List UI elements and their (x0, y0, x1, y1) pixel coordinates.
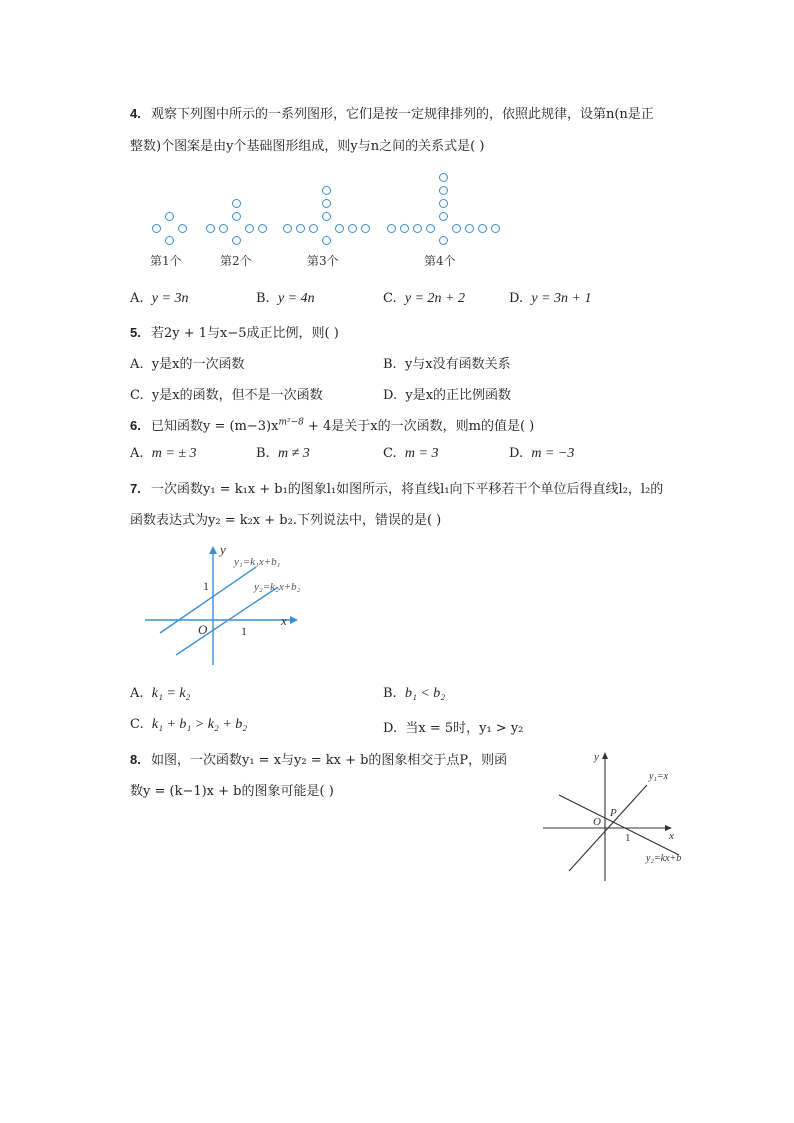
q8-tick-x: 1 (625, 832, 631, 844)
pattern-circle (439, 199, 448, 208)
q4-number: 4. (130, 106, 141, 121)
q8-point-label: P (610, 807, 617, 819)
q8-y-label: y (594, 751, 599, 763)
q4-pattern-figure (0, 0, 794, 280)
q4-option-a[interactable]: A. y = 3n (130, 291, 189, 306)
q8-graph (535, 745, 700, 885)
pattern-circle (206, 224, 215, 233)
q7-option-c[interactable]: C. k₁ + b₁ > k₂ + b₂ (130, 717, 248, 732)
pattern-caption: 第3个 (307, 254, 339, 268)
pattern-circle (232, 212, 241, 221)
pattern-circle (232, 199, 241, 208)
pattern-circle (309, 224, 318, 233)
pattern-circle (348, 224, 357, 233)
pattern-circle (439, 212, 448, 221)
q7-option-b[interactable]: B. b₁ < b₂ (383, 686, 446, 701)
q7-number: 7. (130, 481, 141, 496)
q7-tick-x: 1 (241, 624, 247, 638)
q4-option-d[interactable]: D. y = 3n + 1 (509, 291, 592, 306)
q7-y-arrow (209, 546, 217, 554)
q7-option-d[interactable]: D. 当x = 5时，y₁ > y₂ (383, 721, 524, 736)
q6-option-d[interactable]: D. m = −3 (509, 446, 575, 461)
q8-line1: 8. 如图，一次函数y₁ = x与y₂ = kx + b的图象相交于点P，则函 (130, 752, 508, 768)
pattern-circle (152, 224, 161, 233)
pattern-circle (426, 224, 435, 233)
pattern-caption: 第4个 (424, 254, 456, 268)
q5-option-d[interactable]: D. y是x的正比例函数 (383, 388, 512, 403)
q7-l2-label: y₂=k₂x+b₂ (254, 581, 301, 593)
q4-line2: 整数)个图案是由y个基础图形组成，则y与n之间的关系式是( ) (130, 139, 485, 154)
q5-number: 5. (130, 325, 141, 340)
q8-origin-label: O (593, 816, 601, 828)
pattern-caption: 第1个 (150, 254, 182, 268)
q6-stem: 6. 已知函数$y = (m-3)x^{m^2-8} + 4$是关于x的一次函数，则m的值是( ) (130, 417, 535, 434)
q6-number: 6. (130, 418, 141, 433)
q5-option-a[interactable]: A. y是x的一次函数 (130, 357, 245, 372)
pattern-caption: 第2个 (220, 254, 252, 268)
pattern-circle (219, 224, 228, 233)
q6-option-b[interactable]: B. m ≠ 3 (256, 446, 310, 461)
pattern-circle (335, 224, 344, 233)
pattern-circle (439, 186, 448, 195)
q8-l2-label: y₂=kx+b (646, 853, 682, 864)
pattern-circle (478, 224, 487, 233)
pattern-circle (322, 199, 331, 208)
q8-l1-label: y₁=x (649, 771, 669, 782)
q7-origin-label: O (198, 622, 208, 637)
q7-tick-y: 1 (203, 579, 209, 593)
pattern-circle (322, 212, 331, 221)
pattern-circle (232, 236, 241, 245)
q7-graph (140, 540, 330, 670)
q4-line1: 4. 观察下列图中所示的一系列图形，它们是按一定规律排列的，依照此规律，设第n(n是正 (130, 106, 654, 122)
pattern-circle (491, 224, 500, 233)
q6-option-a[interactable]: A. m = ± 3 (130, 446, 197, 461)
q5-option-c[interactable]: C. y是x的函数，但不是一次函数 (130, 388, 323, 403)
pattern-circle (361, 224, 370, 233)
q8-y-arrow (602, 752, 608, 759)
pattern-circle (322, 236, 331, 245)
q7-x-label: x (281, 613, 287, 628)
pattern-circle (283, 224, 292, 233)
pattern-circle (387, 224, 396, 233)
pattern-circle (258, 224, 267, 233)
q4-option-b[interactable]: B. y = 4n (256, 291, 315, 306)
q7-line2: 函数表达式为y₂ = k₂x + b₂.下列说法中，错误的是( ) (130, 513, 442, 528)
q7-l1-label: y₁=k₁x+b₁ (234, 556, 281, 568)
q8-line-y2 (559, 795, 679, 855)
q5-stem: 5. 若2y + 1与x−5成正比例，则( ) (130, 325, 339, 341)
pattern-circle (245, 224, 254, 233)
q8-x-label: x (669, 830, 674, 842)
q7-line-l2 (176, 587, 278, 655)
pattern-circle (296, 224, 305, 233)
pattern-circle (165, 212, 174, 221)
pattern-circle (178, 224, 187, 233)
pattern-circle (400, 224, 409, 233)
q4-option-c[interactable]: C. y = 2n + 2 (383, 291, 465, 306)
pattern-circle (413, 224, 422, 233)
q7-line1: 7. 一次函数y₁ = k₁x + b₁的图象l₁如图所示，将直线l₁向下平移若干个单位后得直线l₂，l₂的 (130, 481, 664, 497)
pattern-circle (439, 173, 448, 182)
pattern-circle (439, 236, 448, 245)
pattern-circle (322, 186, 331, 195)
pattern-circle (165, 236, 174, 245)
q7-option-a[interactable]: A. k₁ = k₂ (130, 686, 191, 701)
q7-y-label: y (220, 542, 226, 557)
q6-option-c[interactable]: C. m = 3 (383, 446, 439, 461)
q8-number: 8. (130, 752, 141, 767)
q7-x-arrow (290, 616, 298, 624)
q5-option-b[interactable]: B. y与x没有函数关系 (383, 357, 511, 372)
pattern-circle (465, 224, 474, 233)
pattern-circle (452, 224, 461, 233)
q8-line2: 数y = (k−1)x + b的图象可能是( ) (130, 784, 334, 799)
